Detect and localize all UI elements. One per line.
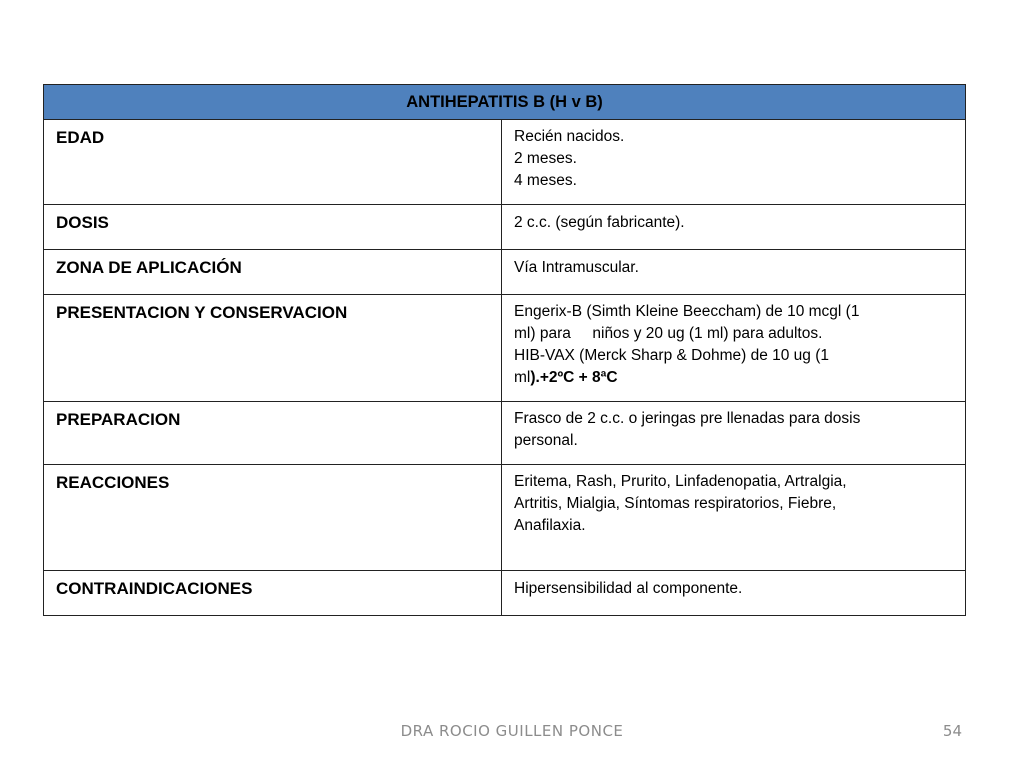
value-line: ml) para niños y 20 ug (1 ml) para adultos. xyxy=(514,325,823,342)
row-label: EDAD xyxy=(44,120,502,205)
table-row-contraindicaciones xyxy=(44,571,966,616)
value-line: 4 meses. xyxy=(514,172,577,189)
row-value xyxy=(502,205,966,250)
row-label: PREPARACION xyxy=(44,402,502,465)
value-line: Engerix-B (Simth Kleine Beeccham) de 10 mcgl (1 xyxy=(514,303,860,320)
value-line: Vía Intramuscular. xyxy=(514,259,639,276)
value-line: 2 meses. xyxy=(514,150,577,167)
row-value xyxy=(502,250,966,295)
value-line: personal. xyxy=(514,432,578,449)
row-value xyxy=(502,120,966,205)
table-row-presentacion xyxy=(44,295,966,402)
table-row-zona xyxy=(44,250,966,295)
row-value xyxy=(502,295,966,402)
value-line: Eritema, Rash, Prurito, Linfadenopatia, Artralgia, xyxy=(514,473,847,490)
value-line: Artritis, Mialgia, Síntomas respiratorios, Fiebre, xyxy=(514,495,837,512)
value-line: Anafilaxia. xyxy=(514,517,586,534)
table-row-preparacion xyxy=(44,402,966,465)
table-title: ANTIHEPATITIS B (H v B) xyxy=(44,85,966,120)
value-line: HIB-VAX (Merck Sharp & Dohme) de 10 ug (1 xyxy=(514,347,830,364)
value-prefix: ml xyxy=(514,369,531,386)
table-header-row xyxy=(44,85,966,120)
row-value xyxy=(502,402,966,465)
table-row-edad xyxy=(44,120,966,205)
value-line: Hipersensibilidad al componente. xyxy=(514,580,743,597)
footer-author: DRA ROCIO GUILLEN PONCE xyxy=(400,722,624,740)
value-line: Recién nacidos. xyxy=(514,128,625,145)
storage-temperature: ).+2ºC + 8ªC xyxy=(530,369,618,386)
page-number: 54 xyxy=(942,722,962,740)
value-line: Frasco de 2 c.c. o jeringas pre llenadas para dosis xyxy=(514,410,861,427)
row-label: CONTRAINDICACIONES xyxy=(44,571,502,616)
row-label: REACCIONES xyxy=(44,465,502,571)
table-row-dosis xyxy=(44,205,966,250)
row-value xyxy=(502,571,966,616)
row-value xyxy=(502,465,966,571)
row-label: DOSIS xyxy=(44,205,502,250)
table-row-reacciones xyxy=(44,465,966,571)
row-label: ZONA DE APLICACIÓN xyxy=(44,250,502,295)
vaccine-info-table xyxy=(43,84,966,616)
value-line-storage xyxy=(514,367,955,389)
value-line: 2 c.c. (según fabricante). xyxy=(514,214,685,231)
row-label: PRESENTACION Y CONSERVACION xyxy=(44,295,502,402)
